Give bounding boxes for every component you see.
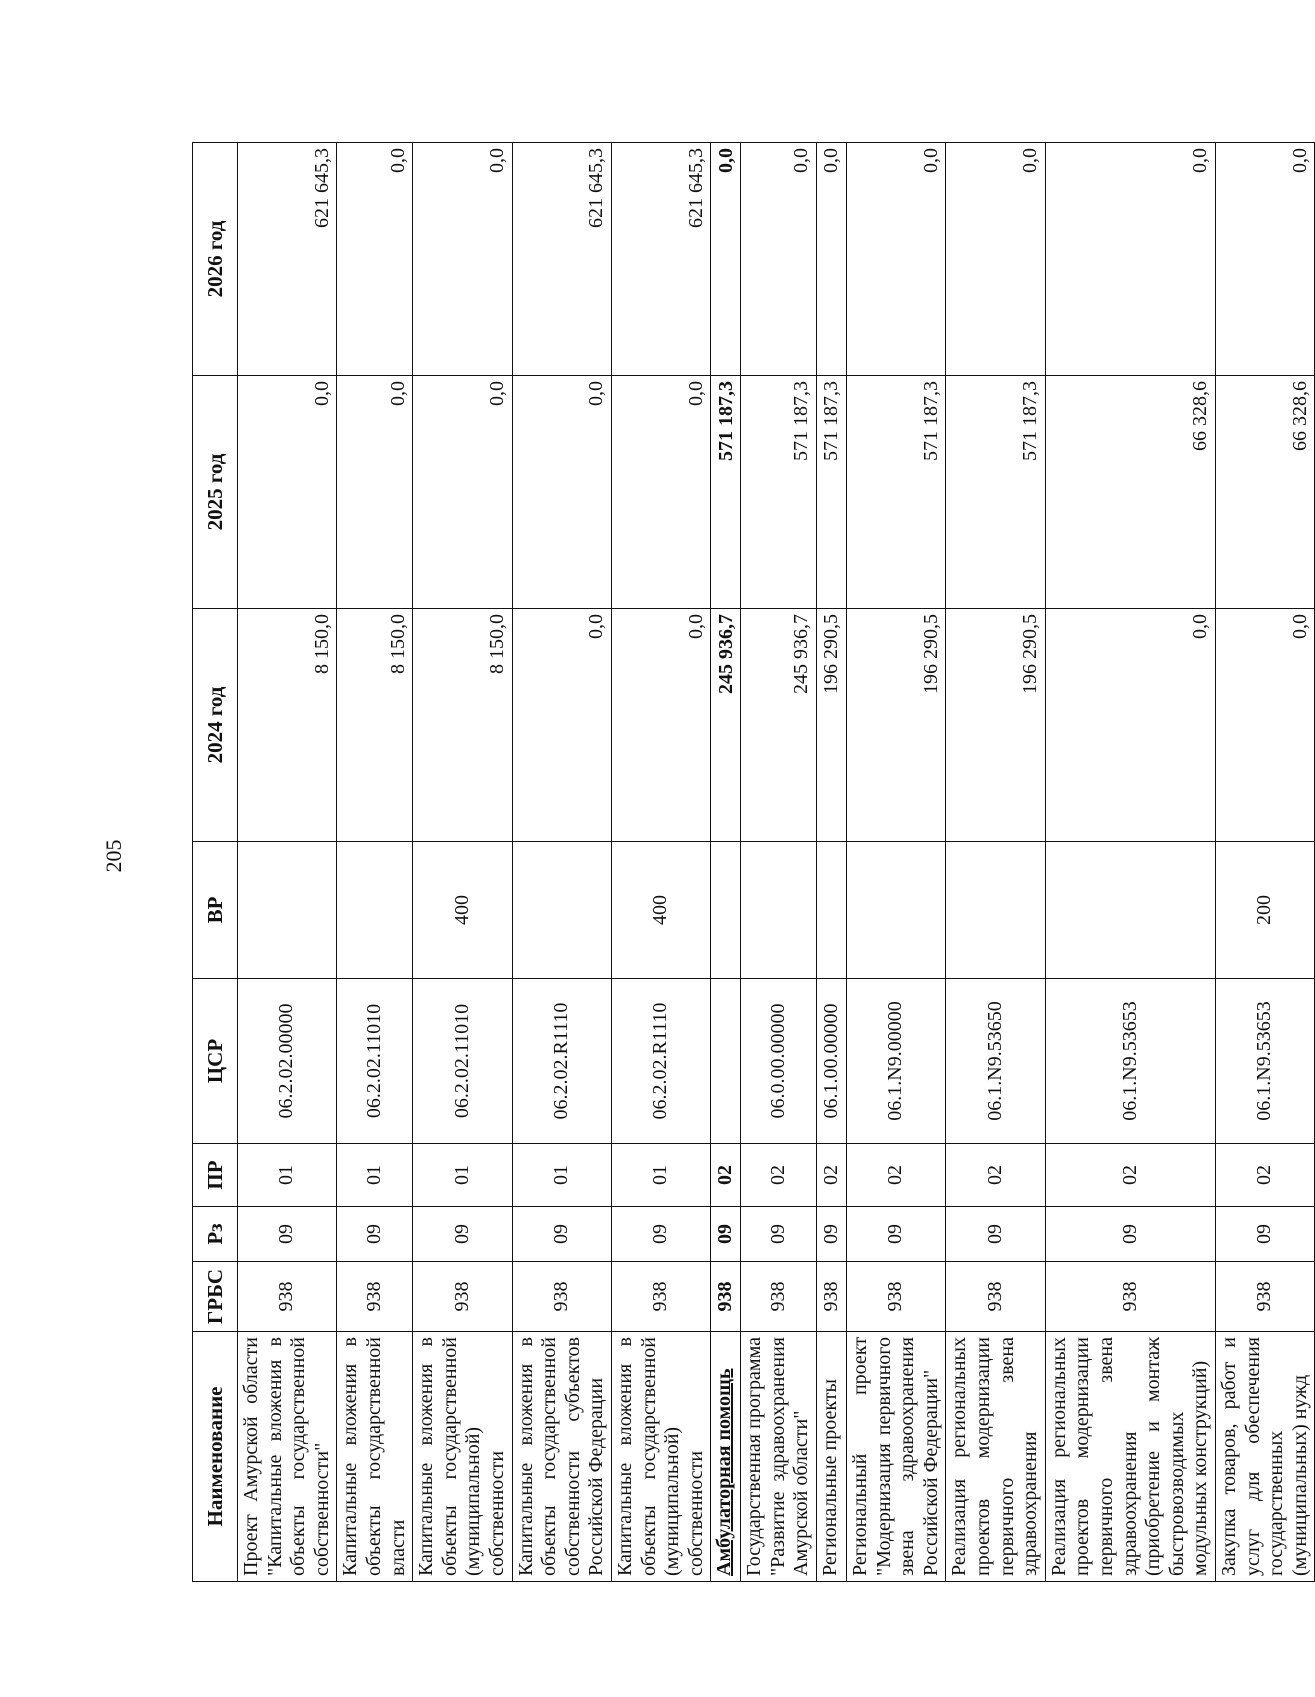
row-grbs: 938 xyxy=(1215,1262,1314,1332)
row-rz: 09 xyxy=(847,1207,946,1262)
row-2025: 66 328,6 xyxy=(1045,376,1215,609)
table-row xyxy=(817,143,847,1582)
row-rz: 09 xyxy=(946,1207,1045,1262)
header-vr: ВР xyxy=(193,842,238,979)
row-2025: 571 187,3 xyxy=(946,376,1045,609)
row-pr: 01 xyxy=(512,1144,611,1207)
row-csr: 06.2.02.00000 xyxy=(238,979,337,1144)
row-rz: 09 xyxy=(512,1207,611,1262)
table-row xyxy=(1215,143,1314,1582)
page-number: 205 xyxy=(101,839,126,873)
row-vr xyxy=(741,842,817,979)
row-2025: 0,0 xyxy=(238,376,337,609)
row-rz: 09 xyxy=(1215,1207,1314,1262)
row-2025: 571 187,3 xyxy=(817,376,847,609)
row-grbs: 938 xyxy=(711,1262,741,1332)
row-2026: 0,0 xyxy=(1045,143,1215,376)
row-2026: 0,0 xyxy=(413,143,512,376)
row-2026: 0,0 xyxy=(711,143,741,376)
row-vr: 400 xyxy=(413,842,512,979)
row-name: Закупка товаров, работ и услуг для обеспечения государственных (муниципальных) нужд xyxy=(1215,1332,1314,1582)
table-row xyxy=(413,143,512,1582)
row-csr: 06.2.02.R1110 xyxy=(512,979,611,1144)
row-vr xyxy=(512,842,611,979)
row-csr: 06.1.N9.53653 xyxy=(1215,979,1314,1144)
row-grbs: 938 xyxy=(817,1262,847,1332)
row-pr: 01 xyxy=(238,1144,337,1207)
row-2024: 8 150,0 xyxy=(238,609,337,842)
header-pr: ПР xyxy=(193,1144,238,1207)
row-csr: 06.0.00.00000 xyxy=(741,979,817,1144)
header-2024: 2024 год xyxy=(193,609,238,842)
row-name: Капитальные вложения в объекты государственной собственности субъектов Российской Федерации xyxy=(512,1332,611,1582)
row-vr xyxy=(817,842,847,979)
row-grbs: 938 xyxy=(847,1262,946,1332)
row-rz: 09 xyxy=(711,1207,741,1262)
row-rz: 09 xyxy=(817,1207,847,1262)
row-2024: 196 290,5 xyxy=(847,609,946,842)
row-2026: 0,0 xyxy=(946,143,1045,376)
row-2025: 571 187,3 xyxy=(847,376,946,609)
table-row xyxy=(741,143,817,1582)
row-2026: 0,0 xyxy=(1215,143,1314,376)
row-csr: 06.1.N9.53653 xyxy=(1045,979,1215,1144)
row-2025: 0,0 xyxy=(611,376,710,609)
row-pr: 02 xyxy=(1215,1144,1314,1207)
row-vr: 400 xyxy=(611,842,710,979)
row-2026: 0,0 xyxy=(817,143,847,376)
row-name: Реализация региональных проектов модернизации первичного звена здравоохранения xyxy=(946,1332,1045,1582)
header-rz: Рз xyxy=(193,1207,238,1262)
table-row xyxy=(1045,143,1215,1582)
table-row xyxy=(847,143,946,1582)
rotated-table-container xyxy=(192,142,1311,1582)
table-header-row xyxy=(193,143,238,1582)
budget-table xyxy=(192,142,1315,1582)
header-grbs: ГРБС xyxy=(193,1262,238,1332)
row-grbs: 938 xyxy=(1045,1262,1215,1332)
row-pr: 02 xyxy=(741,1144,817,1207)
row-2025: 571 187,3 xyxy=(741,376,817,609)
row-pr: 02 xyxy=(817,1144,847,1207)
row-2026: 621 645,3 xyxy=(611,143,710,376)
row-pr: 01 xyxy=(611,1144,710,1207)
row-rz: 09 xyxy=(413,1207,512,1262)
row-grbs: 938 xyxy=(741,1262,817,1332)
header-name: Наименование xyxy=(193,1332,238,1582)
row-rz: 09 xyxy=(611,1207,710,1262)
row-vr xyxy=(847,842,946,979)
row-rz: 09 xyxy=(741,1207,817,1262)
row-2024: 196 290,5 xyxy=(817,609,847,842)
row-pr: 01 xyxy=(337,1144,413,1207)
row-name: Капитальные вложения в объекты государственной власти xyxy=(337,1332,413,1582)
row-pr: 02 xyxy=(946,1144,1045,1207)
row-name: Капитальные вложения в объекты государственной (муниципальной) собственности xyxy=(413,1332,512,1582)
table-row xyxy=(512,143,611,1582)
row-vr xyxy=(946,842,1045,979)
row-csr: 06.2.02.11010 xyxy=(413,979,512,1144)
row-grbs: 938 xyxy=(413,1262,512,1332)
row-csr: 06.1.N9.00000 xyxy=(847,979,946,1144)
header-2026: 2026 год xyxy=(193,143,238,376)
row-vr: 200 xyxy=(1215,842,1314,979)
row-2025: 0,0 xyxy=(413,376,512,609)
row-grbs: 938 xyxy=(611,1262,710,1332)
row-name: Амбулаторная помощь xyxy=(711,1332,741,1582)
row-csr: 06.1.N9.53650 xyxy=(946,979,1045,1144)
row-vr xyxy=(337,842,413,979)
row-2025: 571 187,3 xyxy=(711,376,741,609)
row-grbs: 938 xyxy=(946,1262,1045,1332)
row-2026: 0,0 xyxy=(337,143,413,376)
row-2026: 0,0 xyxy=(741,143,817,376)
table-row xyxy=(337,143,413,1582)
row-2026: 621 645,3 xyxy=(512,143,611,376)
header-2025: 2025 год xyxy=(193,376,238,609)
row-pr: 02 xyxy=(711,1144,741,1207)
row-pr: 02 xyxy=(847,1144,946,1207)
row-name: Капитальные вложения в объекты государственной (муниципальной) собственности xyxy=(611,1332,710,1582)
row-2026: 0,0 xyxy=(847,143,946,376)
row-2024: 0,0 xyxy=(611,609,710,842)
row-name: Реализация региональных проектов модернизации первичного звена здравоохранения (приобретение и монтаж быстровозводимых модульных конструкций) xyxy=(1045,1332,1215,1582)
row-grbs: 938 xyxy=(238,1262,337,1332)
row-vr xyxy=(1045,842,1215,979)
row-2024: 0,0 xyxy=(1215,609,1314,842)
row-2025: 0,0 xyxy=(337,376,413,609)
row-2024: 8 150,0 xyxy=(413,609,512,842)
row-2024: 245 936,7 xyxy=(741,609,817,842)
row-csr: 06.1.00.00000 xyxy=(817,979,847,1144)
row-csr xyxy=(711,979,741,1144)
row-name: Проект Амурской области "Капитальные вложения в объекты государственной собственности" xyxy=(238,1332,337,1582)
row-grbs: 938 xyxy=(337,1262,413,1332)
table-row xyxy=(946,143,1045,1582)
row-2024: 196 290,5 xyxy=(946,609,1045,842)
table-row xyxy=(238,143,337,1582)
row-vr xyxy=(711,842,741,979)
row-name: Региональный проект "Модернизация первичного звена здравоохранения Российской Федерации" xyxy=(847,1332,946,1582)
row-pr: 02 xyxy=(1045,1144,1215,1207)
header-csr: ЦСР xyxy=(193,979,238,1144)
row-vr xyxy=(238,842,337,979)
row-2024: 245 936,7 xyxy=(711,609,741,842)
row-pr: 01 xyxy=(413,1144,512,1207)
row-name: Государственная программа "Развитие здравоохранения Амурской области" xyxy=(741,1332,817,1582)
row-2024: 0,0 xyxy=(512,609,611,842)
row-2026: 621 645,3 xyxy=(238,143,337,376)
row-rz: 09 xyxy=(1045,1207,1215,1262)
row-2025: 66 328,6 xyxy=(1215,376,1314,609)
row-name: Региональные проекты xyxy=(817,1332,847,1582)
row-csr: 06.2.02.11010 xyxy=(337,979,413,1144)
row-2024: 8 150,0 xyxy=(337,609,413,842)
table-row xyxy=(711,143,741,1582)
row-rz: 09 xyxy=(337,1207,413,1262)
row-2024: 0,0 xyxy=(1045,609,1215,842)
table-row xyxy=(611,143,710,1582)
row-rz: 09 xyxy=(238,1207,337,1262)
row-2025: 0,0 xyxy=(512,376,611,609)
row-grbs: 938 xyxy=(512,1262,611,1332)
row-csr: 06.2.02.R1110 xyxy=(611,979,710,1144)
